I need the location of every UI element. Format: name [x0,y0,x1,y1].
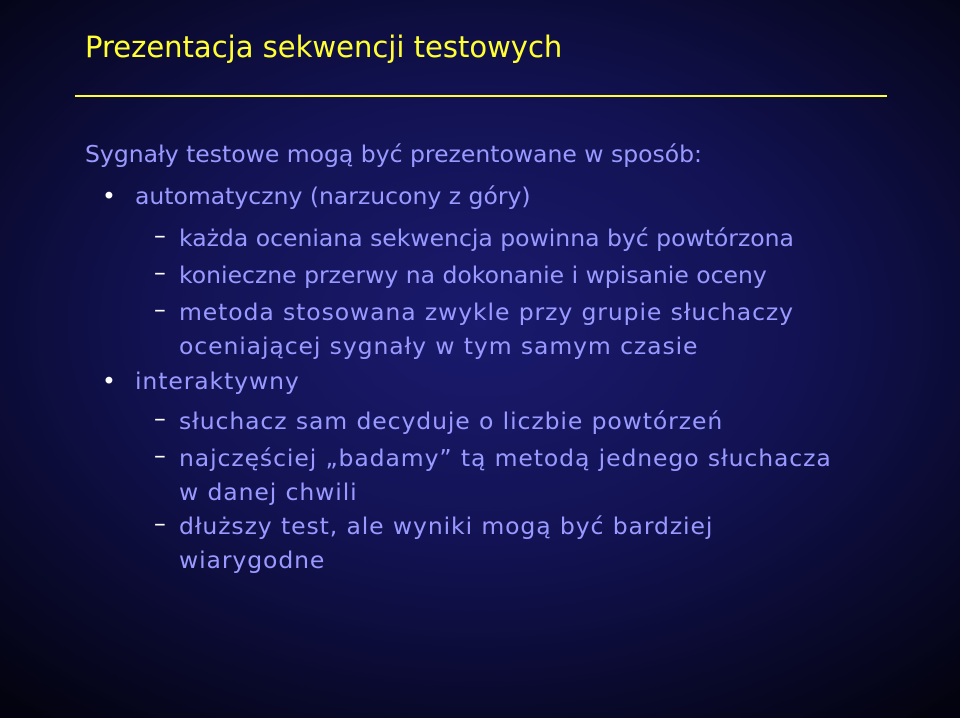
slide-title: Prezentacja sekwencji testowych [85,30,563,64]
bullet-icon: • [102,182,116,210]
subitem-line: dłuższy test, ale wyniki mogą być bardziej [179,512,714,540]
subitem-line: najczęściej „badamy” tą metodą jednego słuchacza [179,444,832,472]
dash-icon: – [154,221,166,249]
dash-icon: – [154,441,166,469]
subitem-line: każda oceniana sekwencja powinna być powtórzona [179,224,794,252]
subitem-line: oceniającej sygnały w tym samym czasie [179,332,699,360]
subitem-line: w danej chwili [179,478,358,506]
dash-icon: – [154,404,166,432]
bullet-icon: • [102,367,117,395]
subitem-line: konieczne przerwy na dokonanie i wpisanie oceny [179,261,767,289]
dash-icon: – [154,258,166,286]
bullet-label: automatyczny (narzucony z góry) [135,182,531,210]
intro-text: Sygnały testowe mogą być prezentowane w sposób: [85,140,702,168]
subitem-line: słuchacz sam decyduje o liczbie powtórzeń [179,407,724,435]
bullet-label: interaktywny [135,367,300,395]
title-underline [75,95,887,97]
dash-icon: – [154,295,166,323]
dash-icon: – [154,509,166,537]
subitem-line: metoda stosowana zwykle przy grupie słuchaczy [179,298,794,326]
subitem-line: wiarygodne [179,546,326,574]
